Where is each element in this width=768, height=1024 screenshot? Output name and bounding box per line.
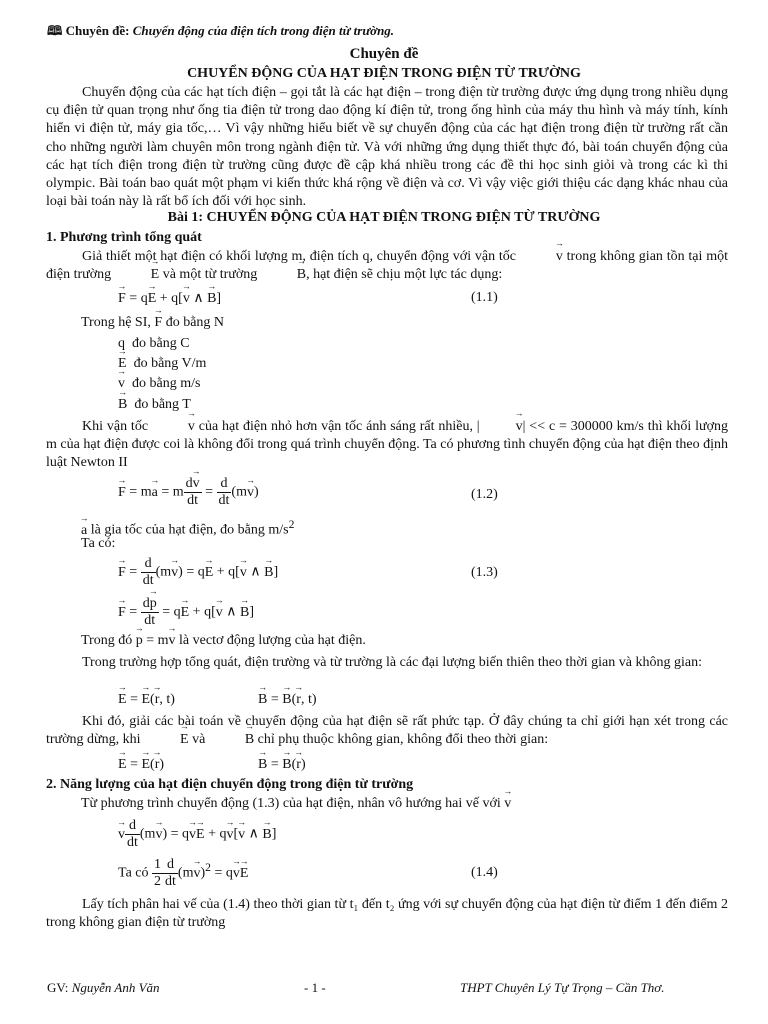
unit-line: → B đo bằng T (118, 397, 191, 413)
equation-1-2: → F = m→ a = m $\frac{d\to v}{dt}$ = $\frac{d}{dt}$ (m→ v) (118, 476, 259, 509)
equation-number: (1.2) (471, 487, 498, 502)
page-number: - 1 - (304, 980, 326, 995)
equation-1-3a: → F = $\frac{d}{dt}$ (m→ v) = q→ E + q[→ v ∧ → B] (118, 556, 278, 589)
si-units-intro: Trong hệ SI, → F đo bằng N (81, 315, 224, 331)
section-1-paragraph-1: Giả thiết một hạt điện có khối lượng m, điện tích q, chuyển động với vận tốc → v trong không gian tồn tại một điện trường → E và một từ trường → B, hạt điện sẽ chịu một lực tác dụng: (46, 248, 728, 284)
momentum-note: Trong đó → p = m→ v là vectơ động lượng của hạt điện. (81, 633, 366, 649)
equation-number: (1.3) (471, 565, 498, 580)
footer-teacher: GV: Nguyễn Anh Văn (47, 980, 160, 995)
unit-line: → E đo bằng V/m (118, 356, 206, 372)
book-icon: 🕮 Chuyên đề: (47, 23, 130, 38)
equation-number: (1.4) (471, 865, 498, 880)
intro-paragraph: Chuyển động của các hạt tích điện – gọi tắt là các hạt điện – trong điện từ trường được ứng dụng trong nhiều dụng cụ điện tử quan trọng như ống tia điện tử trong dao động kí điện tử, trong ống hình của máy thu hình và máy tính, kính hiển vi điện tử, máy gia tốc,… Vì vậy những hiểu biết về sự chuyển động của các hạt điện trong điện từ trường rất cần cho những người làm chuyên môn trong ngành điện tử. Và với những ứng dụng thiết thực đó, bài toán chuyển động của các hạt tích điện trong điện từ trường cũng được đề cập khá nhiều trong các đề thi học sinh giỏi và trong các kì thi olympic. Bài toán bao quát một phạm vi kiến thức khá rộng về điện và cơ. Vì vậy việc giới thiệu các dạng khác nhau của loại bài toán này là rất bổ ích đối với học sinh. (46, 85, 728, 210)
section-1-paragraph-5: Khi đó, giải các bài toán về chuyển động của hạt điện sẽ rất phức tạp. Ở đây chúng ta chỉ giới hạn xét trong các trường dừng, khi → E và → B chỉ phụ thuộc không gian, không đổi theo thời gian: (46, 713, 728, 749)
field-equation-static: → E = → E(→ r) (118, 757, 164, 773)
header-topic: Chuyển động của điện tích trong điện từ trường. (132, 23, 395, 38)
running-header (47, 22, 394, 44)
acceleration-note: → a là gia tốc của hạt điện, đo bằng $m/s^2$ (81, 518, 294, 539)
equation-1-1: → F = q→ E + q[→ v ∧ → B] (118, 290, 221, 307)
unit-line: q đo bằng C (118, 336, 190, 351)
section-1-paragraph-4: Trong trường hợp tổng quát, điện trường và từ trường là các đại lượng biến thiên theo thời gian và không gian: (82, 655, 702, 670)
section-1-paragraph-2: Khi vận tốc → v của hạt điện nhỏ hơn vận tốc ánh sáng rất nhiều, |→ v| << c = 300000 km/s thì khối lượng m của hạt điện được coi là không đổi trong quá trình chuyển động. Ta có phương tình chuyển động của hạt điện theo định luật Newton II (46, 418, 728, 473)
lesson-heading: Bài 1: CHUYỂN ĐỘNG CỦA HẠT ĐIỆN TRONG ĐIỆN TỪ TRƯỜNG (167, 210, 601, 225)
equation-number: (1.1) (471, 290, 498, 305)
equation-1-4: Ta có $\frac{1}{2}$ $\frac{d}{dt}$ $(m\to v)^2 = q\to v\to E$ (118, 857, 248, 890)
section-2-paragraph-1: Từ phương trình chuyển động (1.3) của hạt điện, nhân vô hướng hai vế với → v (81, 796, 511, 812)
section-2-heading: 2. Năng lượng của hạt điện chuyển động trong điện từ trường (46, 777, 414, 792)
field-equation-general: → E = → E(→ r, t) (118, 692, 175, 708)
ta-co-label: Ta có: (81, 536, 116, 551)
section-1-heading: 1. Phương trình tổng quát (46, 230, 202, 245)
field-equation-static: → B = → B(→ r) (258, 757, 306, 773)
field-equation-general: → B = → B(→ r, t) (258, 692, 317, 708)
equation-1-3b: → F = $\frac{d\to p}{dt}$ = q→ E + q[→ v ∧ → B] (118, 596, 254, 629)
page-title: Chuyên đề (349, 46, 419, 62)
section-2-paragraph-2: Lấy tích phân hai vế của (1.4) theo thời gian từ t₁ đến t₂ ứng với sự chuyển động của hạt điện từ điểm 1 đến điểm 2 trong không gian điện từ trường (46, 897, 728, 931)
footer-school: THPT Chuyên Lý Tự Trọng – Cần Thơ. (460, 980, 665, 995)
unit-line: → v đo bằng m/s (118, 376, 200, 392)
energy-equation: → v $\frac{d}{dt}$ (m→ v) = q→ v→ E + q→ v[→ v ∧ → B] (118, 818, 276, 851)
page-subtitle: CHUYỂN ĐỘNG CỦA HẠT ĐIỆN TRONG ĐIỆN TỪ TRƯỜNG (187, 66, 581, 81)
